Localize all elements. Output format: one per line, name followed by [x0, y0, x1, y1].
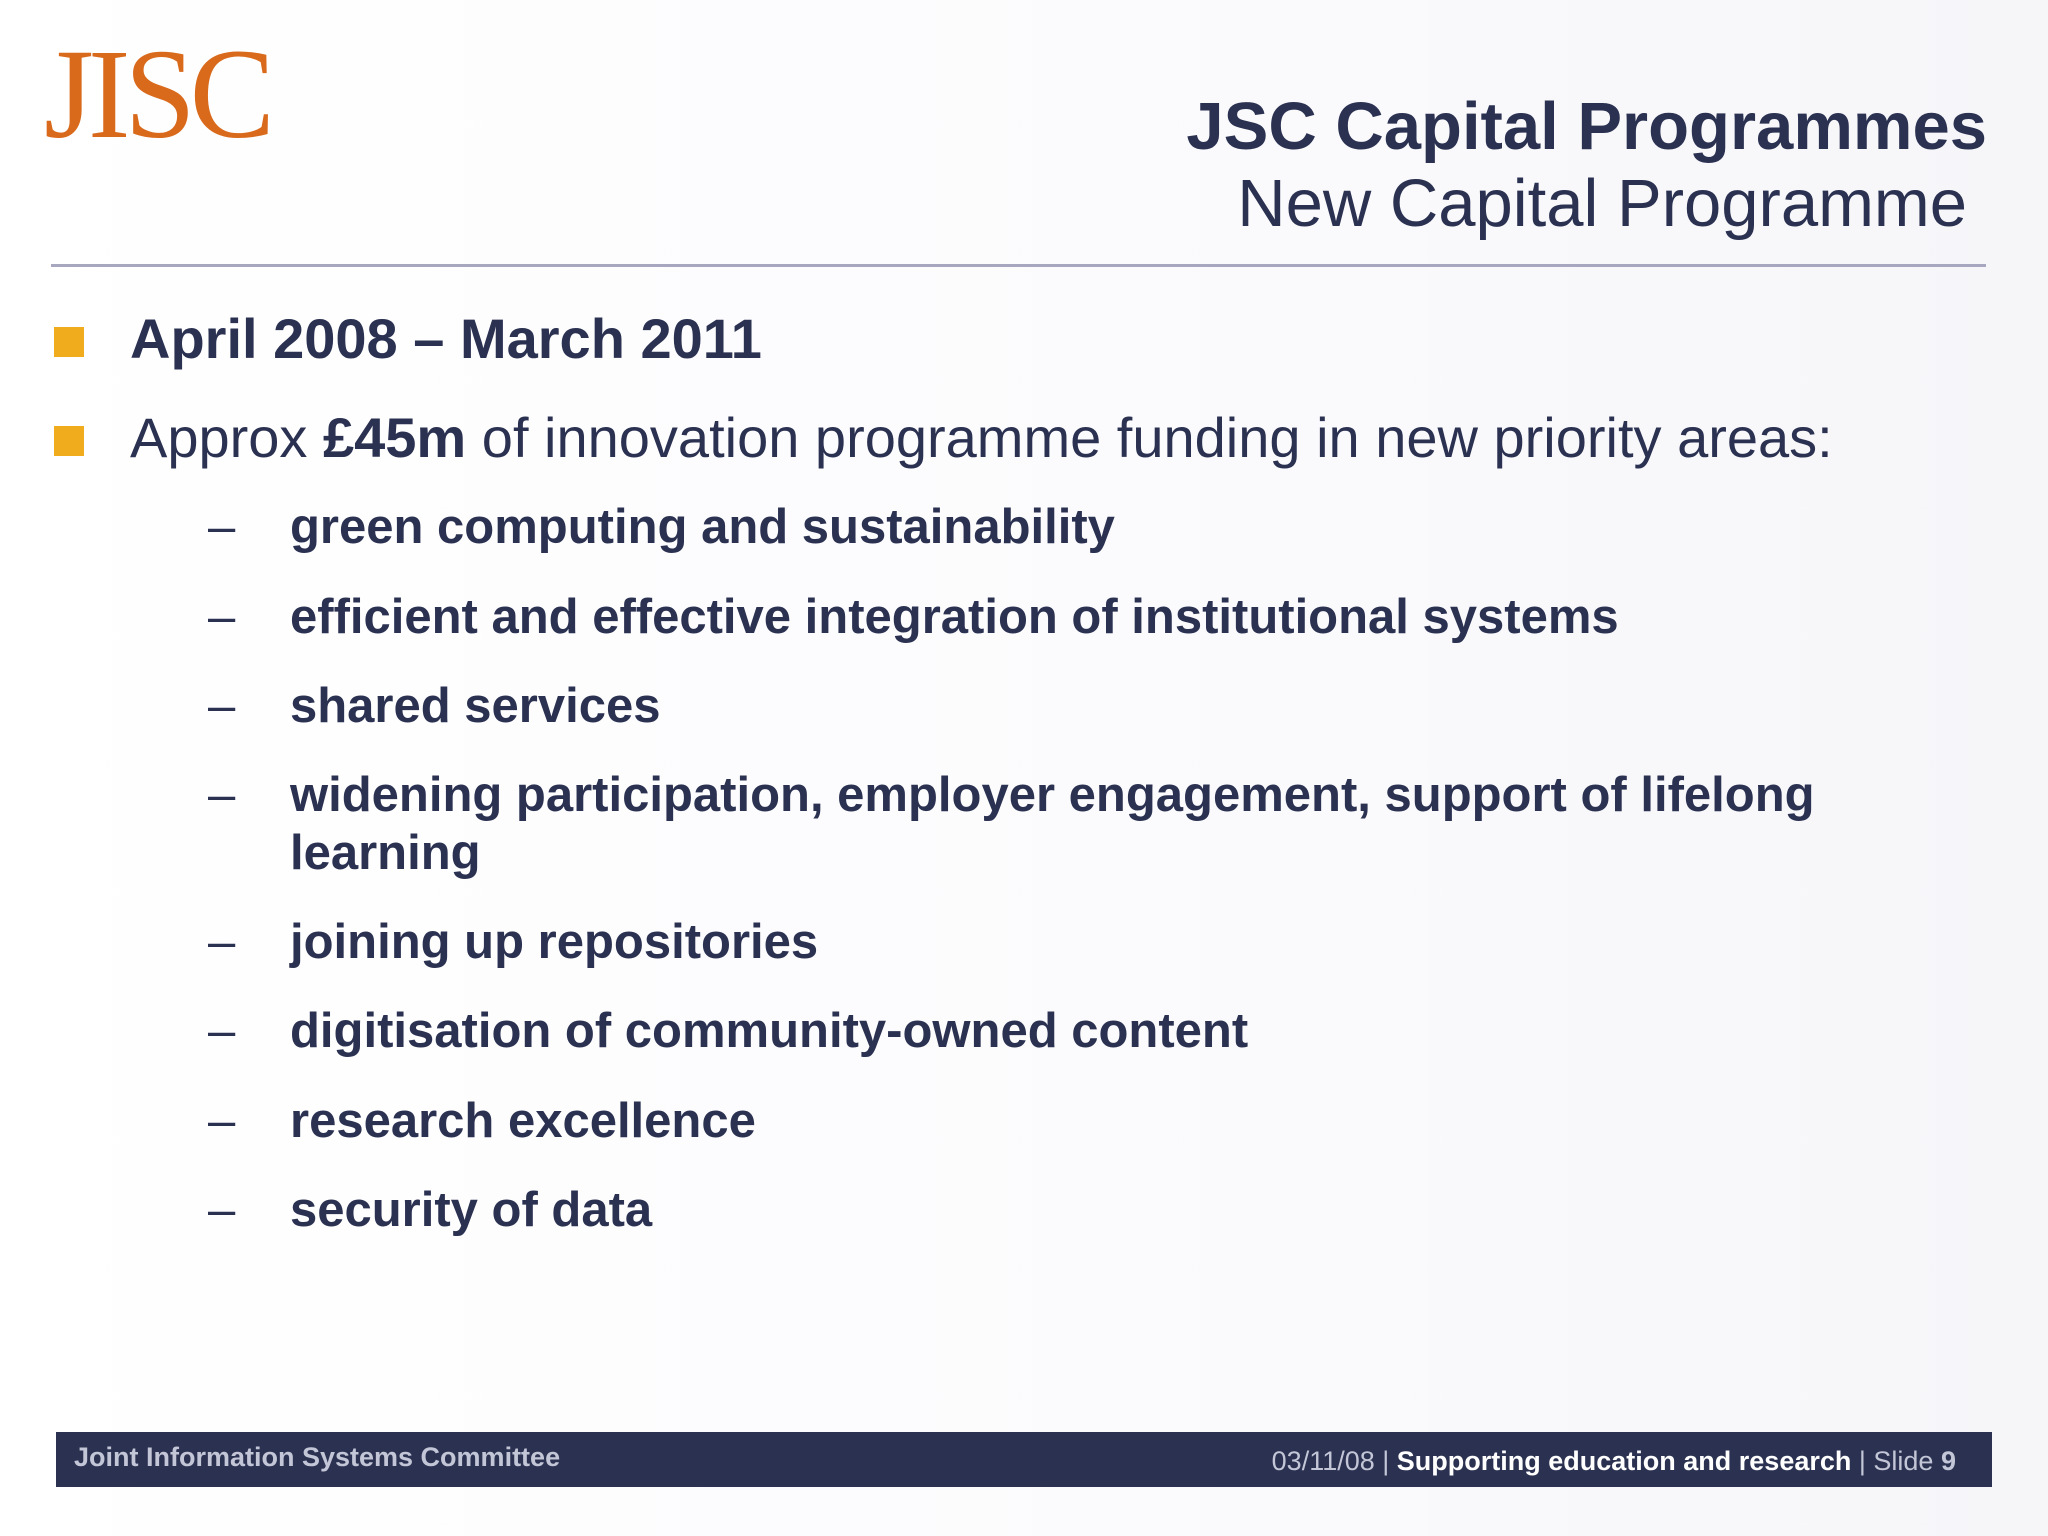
- list-item-text: research excellence: [290, 1093, 756, 1148]
- dash-icon: –: [208, 1004, 236, 1059]
- list-item-text: widening participation, employer engagement, support of lifelong learning: [290, 768, 1815, 880]
- footer-separator: |: [1374, 1446, 1397, 1476]
- dash-icon: –: [208, 1093, 236, 1148]
- list-item: [208, 499, 1982, 556]
- bullet-date-range: [52, 305, 1982, 372]
- list-item-text: efficient and effective integration of institutional systems: [290, 589, 1619, 644]
- footer-bar: [56, 1432, 1992, 1487]
- date-range-text: April 2008 – March 2011: [130, 307, 762, 370]
- dash-icon: –: [208, 1183, 236, 1237]
- list-item-text: shared services: [290, 679, 661, 734]
- list-item-text: green computing and sustainability: [290, 500, 1115, 555]
- dash-icon: –: [208, 589, 236, 644]
- list-item: [208, 767, 1982, 882]
- dash-icon: –: [208, 915, 236, 970]
- dash-icon: –: [208, 500, 236, 555]
- footer-slide-label: Slide: [1873, 1446, 1934, 1476]
- title-block: [1186, 88, 1987, 242]
- priority-areas-list: [52, 499, 1982, 1239]
- funding-amount: £45m: [323, 406, 467, 470]
- funding-suffix: of innovation programme funding in new priority areas:: [466, 406, 1833, 470]
- list-item-text: security of data: [290, 1183, 653, 1237]
- slide-title: JSC Capital Programmes: [1186, 89, 1987, 164]
- footer-separator: |: [1851, 1446, 1874, 1476]
- bullet-list: [52, 305, 1982, 1271]
- slide-subtitle: New Capital Programme: [1237, 166, 1967, 242]
- funding-prefix: Approx: [130, 406, 323, 470]
- footer-date: 03/11/08: [1271, 1446, 1375, 1476]
- list-item: [208, 1003, 1982, 1060]
- list-item-text: joining up repositories: [290, 915, 819, 970]
- footer-info: [1272, 1446, 1956, 1477]
- list-item: [208, 678, 1982, 735]
- dash-icon: –: [208, 679, 236, 734]
- square-bullet-icon: [54, 426, 84, 456]
- footer-organisation: Joint Information Systems Committee: [74, 1442, 561, 1472]
- list-item: [208, 1182, 1982, 1239]
- square-bullet-icon: [54, 327, 84, 357]
- list-item: [208, 589, 1982, 646]
- dash-icon: –: [208, 768, 236, 823]
- footer-tagline: Supporting education and research: [1396, 1446, 1852, 1476]
- bullet-funding: [52, 404, 1982, 471]
- list-item-text: digitisation of community-owned content: [290, 1004, 1249, 1059]
- jisc-logo: JISC: [44, 23, 269, 165]
- title-divider: [51, 264, 1986, 267]
- list-item: [208, 914, 1982, 971]
- list-item: [208, 1093, 1982, 1150]
- footer-slide-number: 9: [1940, 1446, 1956, 1476]
